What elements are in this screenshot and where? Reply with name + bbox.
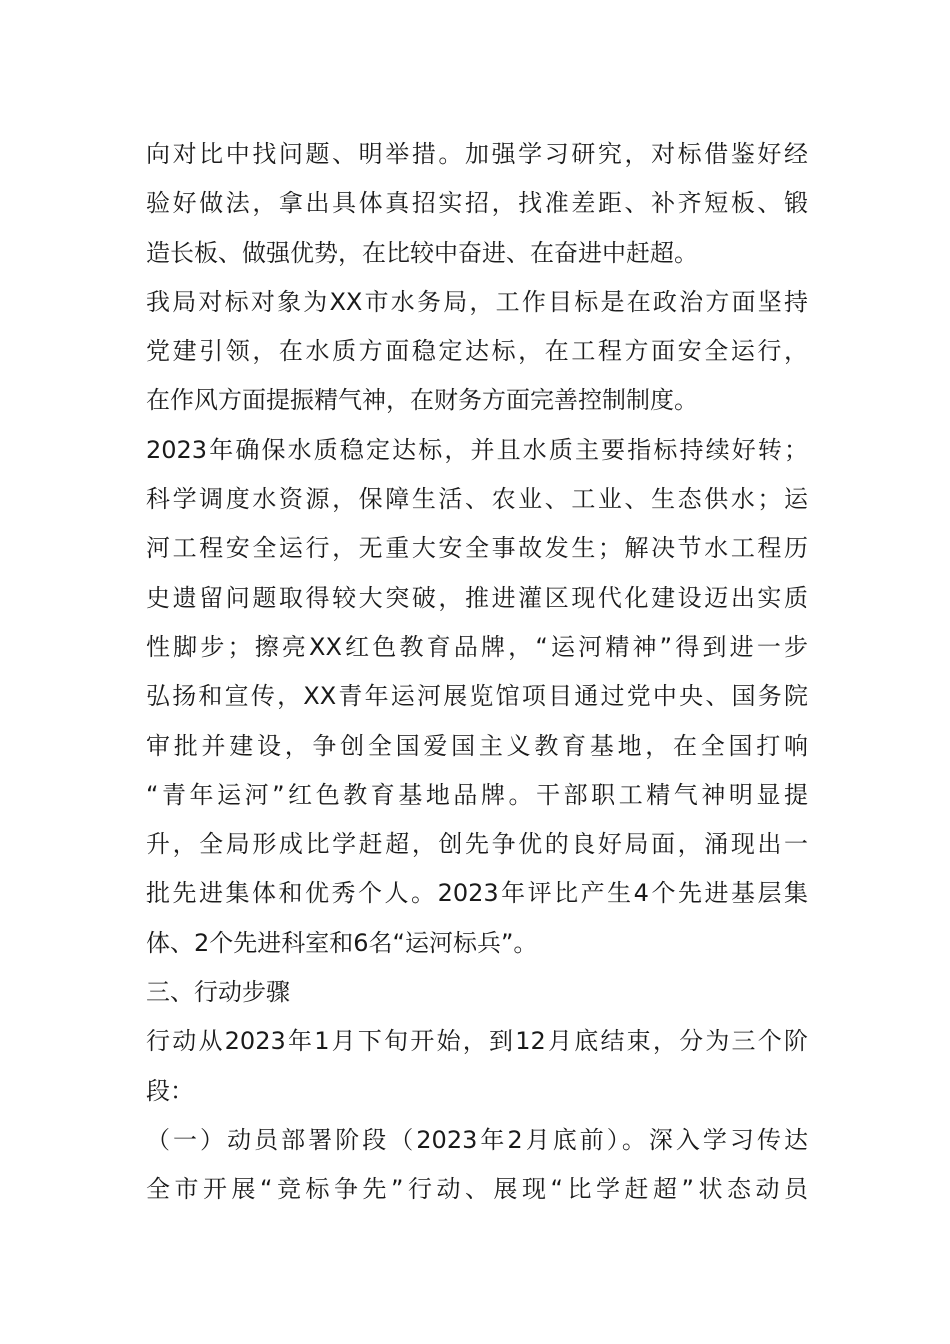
text-line: 科学调度水资源，保障生活、农业、工业、生态供水；运 [146,485,808,514]
text-line: 史遗留问题取得较大突破，推进灌区现代化建设迈出实质 [146,583,808,612]
text-line: 段： [146,1076,194,1105]
text-line: 向对比中找问题、明举措。加强学习研究，对标借鉴好经 [146,140,808,168]
document-body [146,130,808,1215]
text-line: 造长板、做强优势，在比较中奋进、在奋进中赶超。 [146,238,698,267]
text-line: 在作风方面提振精气神，在财务方面完善控制制度。 [146,386,698,415]
text-line: 全市开展“竞标争先”行动、展现“比学赶超”状态动员 [146,1175,808,1204]
text-line: 升，全局形成比学赶超，创先争优的良好局面，涌现出一 [146,830,808,859]
text-line: 体、2个先进科室和6名“运河标兵”。 [146,928,538,957]
text-line: 弘扬和宣传，XX青年运河展览馆项目通过党中央、国务院 [146,682,808,711]
paragraph-action-timeline [146,1017,808,1116]
paragraph-benchmark-target [146,278,808,426]
text-line: 审批并建设，争创全国爱国主义教育基地，在全国打响 [146,731,808,760]
text-line: 2023年确保水质稳定达标，并且水质主要指标持续好转； [146,435,808,464]
text-line: 行动从2023年1月下旬开始，到12月底结束，分为三个阶 [146,1027,808,1056]
text-line: 验好做法，拿出具体真招实招，找准差距、补齐短板、锻 [146,189,808,218]
text-line: 党建引领，在水质方面稳定达标，在工程方面安全运行， [146,337,808,366]
text-line: （一）动员部署阶段（2023年2月底前）。深入学习传达 [146,1125,808,1154]
section-heading-action-steps [146,968,808,1017]
text-line: 河工程安全运行，无重大安全事故发生；解决节水工程历 [146,534,808,563]
text-line: 批先进集体和优秀个人。2023年评比产生4个先进基层集 [146,879,808,908]
text-line: “青年运河”红色教育基地品牌。干部职工精气神明显提 [146,780,808,809]
paragraph-2023-goals [146,426,808,968]
paragraph-mobilization-stage [146,1116,808,1215]
section-heading: 三、行动步骤 [146,978,290,1007]
text-line: 性脚步；擦亮XX红色教育品牌，“运河精神”得到进一步 [146,632,808,661]
paragraph-benchmark-methods [146,130,808,278]
text-line: 我局对标对象为XX市水务局，工作目标是在政治方面坚持 [146,287,808,316]
